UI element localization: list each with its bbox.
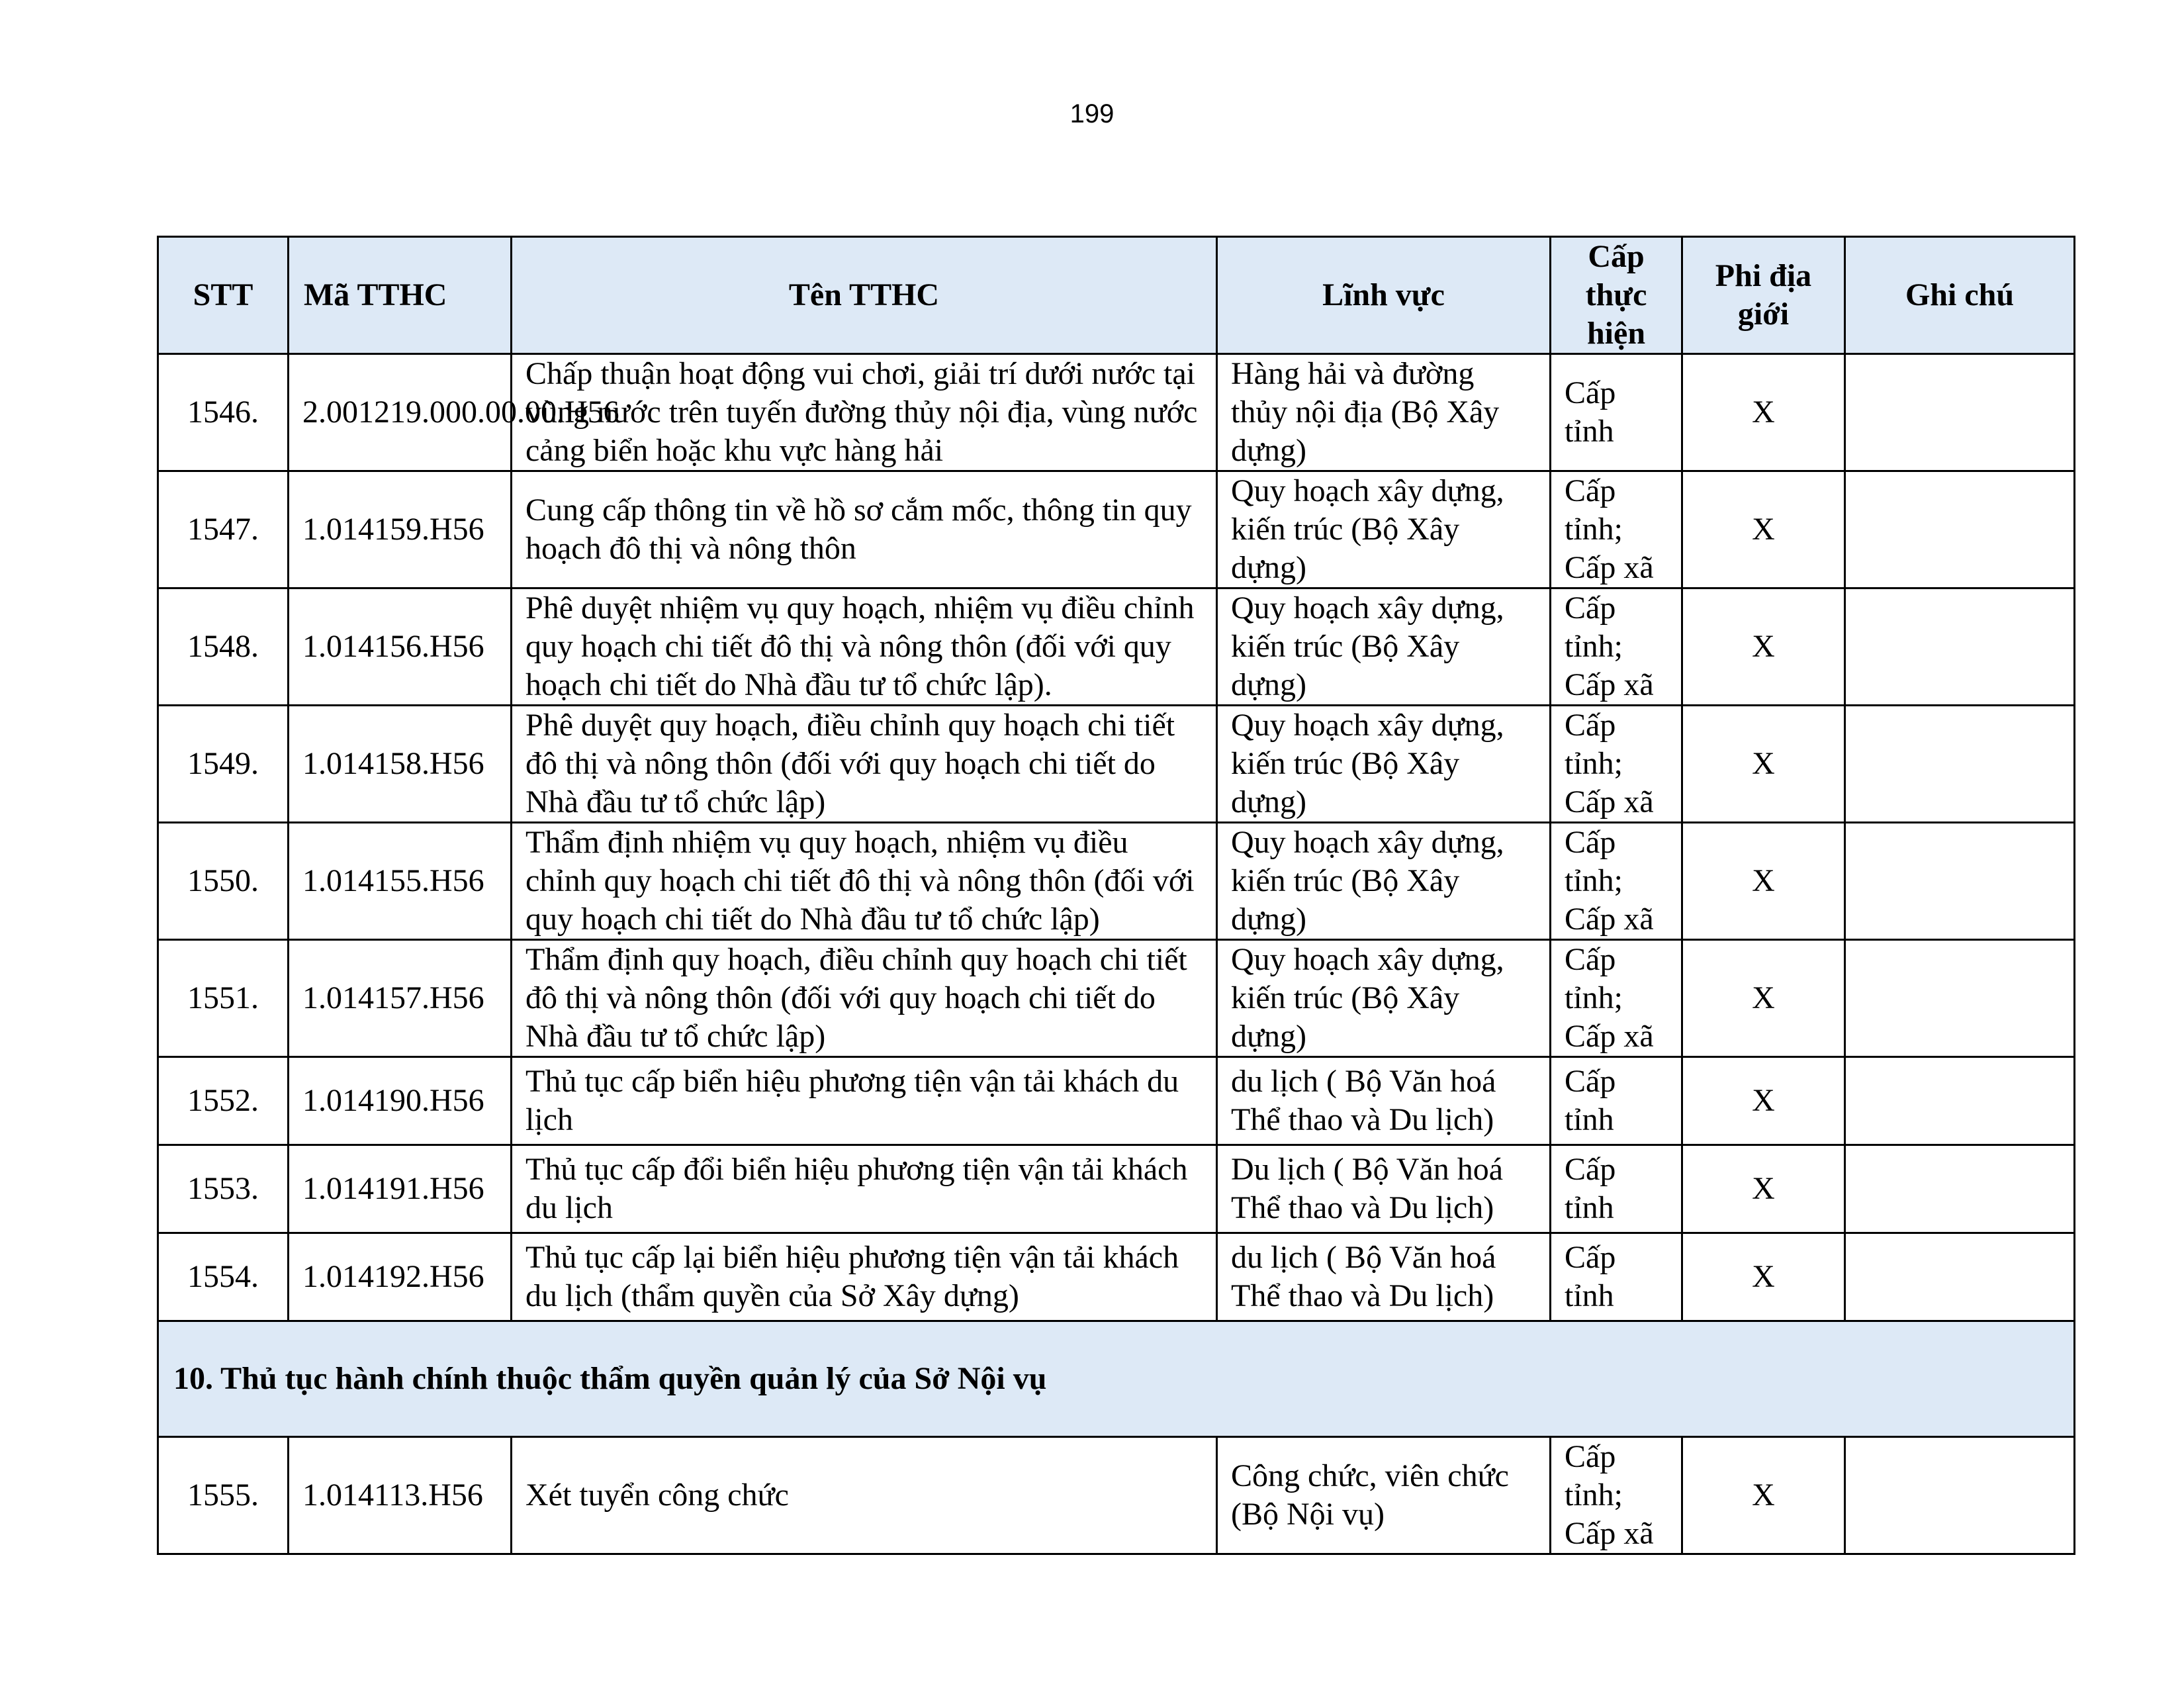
header-note: Ghi chú <box>1845 237 2075 354</box>
cell-boundary: X <box>1682 1437 1845 1554</box>
cell-code: 1.014156.H56 <box>289 588 512 706</box>
cell-level: Cấp tỉnh <box>1551 1057 1682 1145</box>
cell-name: Thủ tục cấp biển hiệu phương tiện vận tải khách du lịch <box>512 1057 1217 1145</box>
cell-name: Phê duyệt nhiệm vụ quy hoạch, nhiệm vụ điều chỉnh quy hoạch chi tiết đô thị và nông thôn (đối với quy hoạch chi tiết do Nhà đầu tư tổ chức lập). <box>512 588 1217 706</box>
header-level: Cấp thực hiện <box>1551 237 1682 354</box>
cell-code: 1.014157.H56 <box>289 940 512 1057</box>
cell-level: Cấp tỉnh <box>1551 1233 1682 1321</box>
cell-name: Thủ tục cấp lại biển hiệu phương tiện vận tải khách du lịch (thẩm quyền của Sở Xây dựng) <box>512 1233 1217 1321</box>
page-number: 199 <box>1069 99 1115 128</box>
cell-stt: 1547. <box>158 471 289 588</box>
cell-boundary: X <box>1682 471 1845 588</box>
cell-stt: 1549. <box>158 706 289 823</box>
cell-level: Cấp tỉnh <box>1551 354 1682 471</box>
table-row <box>158 1437 2075 1554</box>
section-title: 10. Thủ tục hành chính thuộc thẩm quyền quản lý của Sở Nội vụ <box>158 1321 2075 1437</box>
cell-field: du lịch ( Bộ Văn hoá Thể thao và Du lịch) <box>1217 1233 1551 1321</box>
cell-level: Cấp tỉnh <box>1551 1145 1682 1233</box>
cell-code: 2.001219.000.00.00.H56 <box>289 354 512 471</box>
cell-code: 1.014158.H56 <box>289 706 512 823</box>
cell-boundary: X <box>1682 940 1845 1057</box>
cell-name: Phê duyệt quy hoạch, điều chỉnh quy hoạch chi tiết đô thị và nông thôn (đối với quy hoạch chi tiết do Nhà đầu tư tổ chức lập) <box>512 706 1217 823</box>
cell-stt: 1551. <box>158 940 289 1057</box>
table-row <box>158 823 2075 940</box>
cell-boundary: X <box>1682 1145 1845 1233</box>
cell-level: Cấp tỉnh; Cấp xã <box>1551 471 1682 588</box>
cell-note <box>1845 1233 2075 1321</box>
cell-level: Cấp tỉnh; Cấp xã <box>1551 940 1682 1057</box>
cell-note <box>1845 1145 2075 1233</box>
table-row <box>158 940 2075 1057</box>
cell-stt: 1548. <box>158 588 289 706</box>
table-row <box>158 1233 2075 1321</box>
cell-note <box>1845 471 2075 588</box>
header-field: Lĩnh vực <box>1217 237 1551 354</box>
header-boundary: Phi địa giới <box>1682 237 1845 354</box>
cell-code: 1.014155.H56 <box>289 823 512 940</box>
cell-boundary: X <box>1682 823 1845 940</box>
cell-name: Thủ tục cấp đổi biển hiệu phương tiện vận tải khách du lịch <box>512 1145 1217 1233</box>
section-header-row <box>158 1321 2075 1437</box>
cell-field: Quy hoạch xây dựng, kiến trúc (Bộ Xây dựng) <box>1217 471 1551 588</box>
cell-code: 1.014192.H56 <box>289 1233 512 1321</box>
cell-boundary: X <box>1682 354 1845 471</box>
cell-field: Quy hoạch xây dựng, kiến trúc (Bộ Xây dựng) <box>1217 706 1551 823</box>
cell-note <box>1845 706 2075 823</box>
cell-boundary: X <box>1682 1057 1845 1145</box>
cell-name: Xét tuyển công chức <box>512 1437 1217 1554</box>
cell-name: Thẩm định nhiệm vụ quy hoạch, nhiệm vụ điều chỉnh quy hoạch chi tiết đô thị và nông thôn (đối với quy hoạch chi tiết do Nhà đầu tư tổ chức lập) <box>512 823 1217 940</box>
cell-field: Quy hoạch xây dựng, kiến trúc (Bộ Xây dựng) <box>1217 588 1551 706</box>
cell-level: Cấp tỉnh; Cấp xã <box>1551 1437 1682 1554</box>
table-row <box>158 1145 2075 1233</box>
table-row <box>158 706 2075 823</box>
cell-stt: 1554. <box>158 1233 289 1321</box>
cell-code: 1.014190.H56 <box>289 1057 512 1145</box>
table-header-row <box>158 237 2075 354</box>
cell-boundary: X <box>1682 588 1845 706</box>
cell-level: Cấp tỉnh; Cấp xã <box>1551 706 1682 823</box>
cell-stt: 1546. <box>158 354 289 471</box>
cell-field: Quy hoạch xây dựng, kiến trúc (Bộ Xây dựng) <box>1217 823 1551 940</box>
cell-name: Cung cấp thông tin về hồ sơ cắm mốc, thông tin quy hoạch đô thị và nông thôn <box>512 471 1217 588</box>
cell-note <box>1845 940 2075 1057</box>
table-row <box>158 471 2075 588</box>
cell-stt: 1555. <box>158 1437 289 1554</box>
cell-name: Thẩm định quy hoạch, điều chỉnh quy hoạch chi tiết đô thị và nông thôn (đối với quy hoạch chi tiết do Nhà đầu tư tổ chức lập) <box>512 940 1217 1057</box>
cell-stt: 1553. <box>158 1145 289 1233</box>
cell-code: 1.014159.H56 <box>289 471 512 588</box>
cell-field: Hàng hải và đường thủy nội địa (Bộ Xây dựng) <box>1217 354 1551 471</box>
cell-name: Chấp thuận hoạt động vui chơi, giải trí dưới nước tại vùng nước trên tuyến đường thủy nội địa, vùng nước cảng biển hoặc khu vực hàng hải <box>512 354 1217 471</box>
cell-level: Cấp tỉnh; Cấp xã <box>1551 823 1682 940</box>
cell-note <box>1845 1437 2075 1554</box>
cell-code: 1.014113.H56 <box>289 1437 512 1554</box>
cell-stt: 1550. <box>158 823 289 940</box>
header-stt: STT <box>158 237 289 354</box>
cell-field: Công chức, viên chức (Bộ Nội vụ) <box>1217 1437 1551 1554</box>
cell-field: du lịch ( Bộ Văn hoá Thể thao và Du lịch) <box>1217 1057 1551 1145</box>
cell-field: Du lịch ( Bộ Văn hoá Thể thao và Du lịch) <box>1217 1145 1551 1233</box>
header-code: Mã TTHC <box>289 237 512 354</box>
header-name: Tên TTHC <box>512 237 1217 354</box>
cell-field: Quy hoạch xây dựng, kiến trúc (Bộ Xây dựng) <box>1217 940 1551 1057</box>
cell-code: 1.014191.H56 <box>289 1145 512 1233</box>
cell-note <box>1845 823 2075 940</box>
cell-boundary: X <box>1682 1233 1845 1321</box>
cell-stt: 1552. <box>158 1057 289 1145</box>
cell-boundary: X <box>1682 706 1845 823</box>
procedures-table <box>157 236 2075 1555</box>
table-row <box>158 588 2075 706</box>
cell-note <box>1845 588 2075 706</box>
cell-note <box>1845 1057 2075 1145</box>
table-row <box>158 354 2075 471</box>
table-row <box>158 1057 2075 1145</box>
cell-level: Cấp tỉnh; Cấp xã <box>1551 588 1682 706</box>
cell-note <box>1845 354 2075 471</box>
